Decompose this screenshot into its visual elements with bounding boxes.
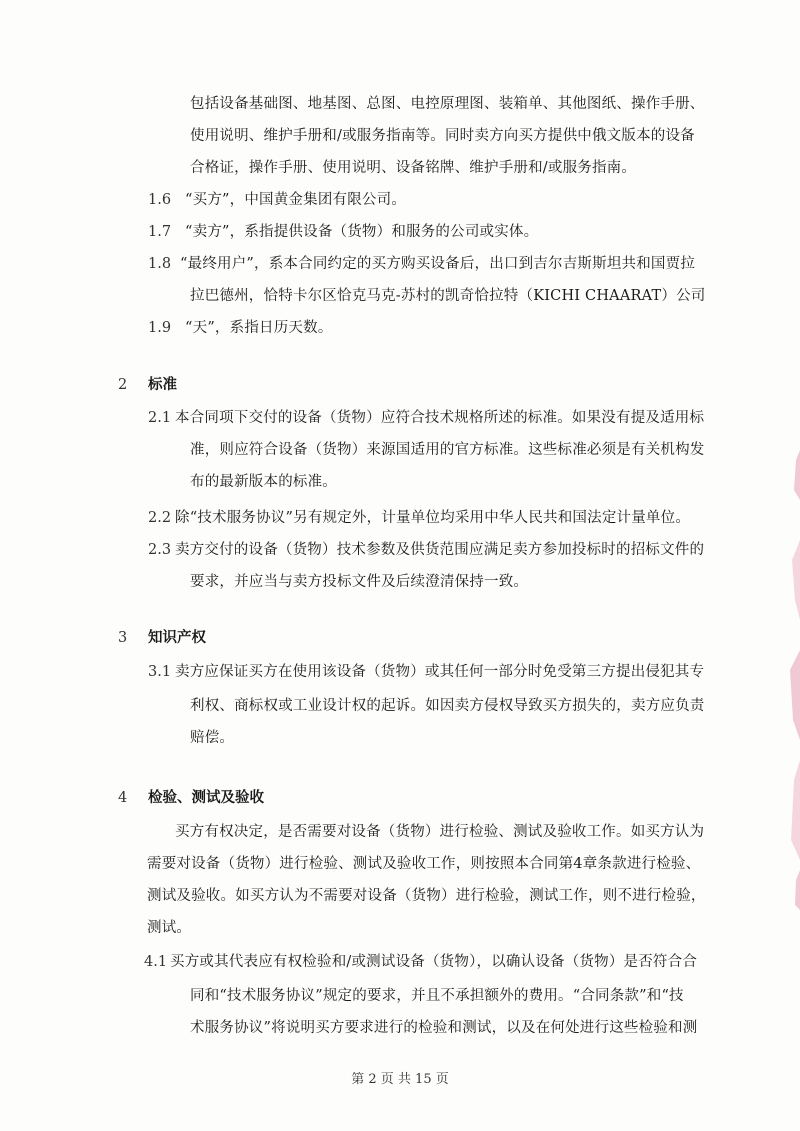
clause-1-8-number: 1.8 xyxy=(148,256,172,272)
section-4-number: 4 xyxy=(118,790,128,806)
clause-3-1-number: 3.1 xyxy=(148,664,172,680)
clause-2-2-number: 2.2 xyxy=(148,510,172,526)
clause-2-3-number: 2.3 xyxy=(148,542,172,558)
section-3-number: 3 xyxy=(118,630,128,646)
clause-1-8-line-1: “最终用户”，系本合同约定的买方购买设备后，出口到吉尔吉斯斯坦共和国贾拉 xyxy=(180,256,696,272)
section-2-title: 标准 xyxy=(148,376,177,393)
section-4-intro-line-4: 测试。 xyxy=(147,920,192,936)
clause-4-1-line-2: 同和“技术服务协议”规定的要求，并且不承担额外的费用。“合同条款”和“技 xyxy=(190,988,684,1004)
clause-3-1-line-2: 利权、商标权或工业设计权的起诉。如因卖方侵权导致买方损失的，卖方应负责 xyxy=(190,698,705,714)
clause-2-3-line-2: 要求，并应当与卖方投标文件及后续澄清保持一致。 xyxy=(190,574,529,590)
section-2-number: 2 xyxy=(118,377,128,393)
clause-2-1-number: 2.1 xyxy=(148,410,172,426)
clause-3-1-line-3: 赔偿。 xyxy=(190,730,235,746)
clause-1-5-line-2: 使用说明、维护手册和/或服务指南等。同时卖方向买方提供中俄文版本的设备 xyxy=(190,128,695,144)
clause-2-1-line-1: 本合同项下交付的设备（货物）应符合技术规格所述的标准。如果没有提及适用标 xyxy=(175,410,705,426)
clause-1-9-text: “天”，系指日历天数。 xyxy=(185,320,333,336)
section-4-intro-line-2: 需要对设备（货物）进行检验、测试及验收工作，则按照本合同第4章条款进行检验、 xyxy=(147,856,701,872)
clause-3-1-line-1: 卖方应保证买方在使用该设备（货物）或其任何一部分时免受第三方提出侵犯其专 xyxy=(175,664,705,680)
clause-2-3-line-1: 卖方交付的设备（货物）技术参数及供货范围应满足卖方参加投标时的招标文件的 xyxy=(175,542,705,558)
section-4-title: 检验、测试及验收 xyxy=(148,789,264,806)
clause-1-5-line-1: 包括设备基础图、地基图、总图、电控原理图、装箱单、其他图纸、操作手册、 xyxy=(190,96,705,112)
clause-1-5-line-3: 合格证，操作手册、使用说明、设备铭牌、维护手册和/或服务指南。 xyxy=(190,160,637,176)
clause-4-1-line-1: 买方或其代表应有权检验和/或测试设备（货物），以确认设备（货物）是否符合合 xyxy=(170,954,698,970)
section-4-intro-line-3: 测试及验收。如买方认为不需要对设备（货物）进行检验，测试工作，则不进行检验， xyxy=(147,888,706,904)
clause-2-1-line-2: 准，则应符合设备（货物）来源国适用的官方标准。这些标准必须是有关机构发 xyxy=(190,442,705,458)
section-4-intro-line-1: 买方有权决定，是否需要对设备（货物）进行检验、测试及验收工作。如买方认为 xyxy=(175,824,705,840)
clause-1-6-number: 1.6 xyxy=(148,192,172,208)
clause-2-1-line-3: 布的最新版本的标准。 xyxy=(190,474,337,490)
section-3-title: 知识产权 xyxy=(148,629,206,646)
clause-1-8-line-2: 拉巴德州，恰特卡尔区恰克马克-苏村的凯奇恰拉特（KICHI CHAARAT）公司 xyxy=(190,288,706,304)
page-number-footer: 第 2 页 共 15 页 xyxy=(351,1072,449,1087)
clause-2-2-text: 除“技术服务协议”另有规定外，计量单位均采用中华人民共和国法定计量单位。 xyxy=(175,510,691,526)
seal-edge-stamp xyxy=(786,440,800,920)
clause-1-7-number: 1.7 xyxy=(148,224,172,240)
clause-4-1-number: 4.1 xyxy=(144,954,168,970)
clause-1-6-text: “买方”，中国黄金集团有限公司。 xyxy=(185,192,407,208)
clause-4-1-line-3: 术服务协议”将说明买方要求进行的检验和测试，以及在何处进行这些检验和测 xyxy=(190,1020,698,1036)
clause-1-9-number: 1.9 xyxy=(148,320,172,336)
clause-1-7-text: “卖方”，系指提供设备（货物）和服务的公司或实体。 xyxy=(185,224,539,240)
